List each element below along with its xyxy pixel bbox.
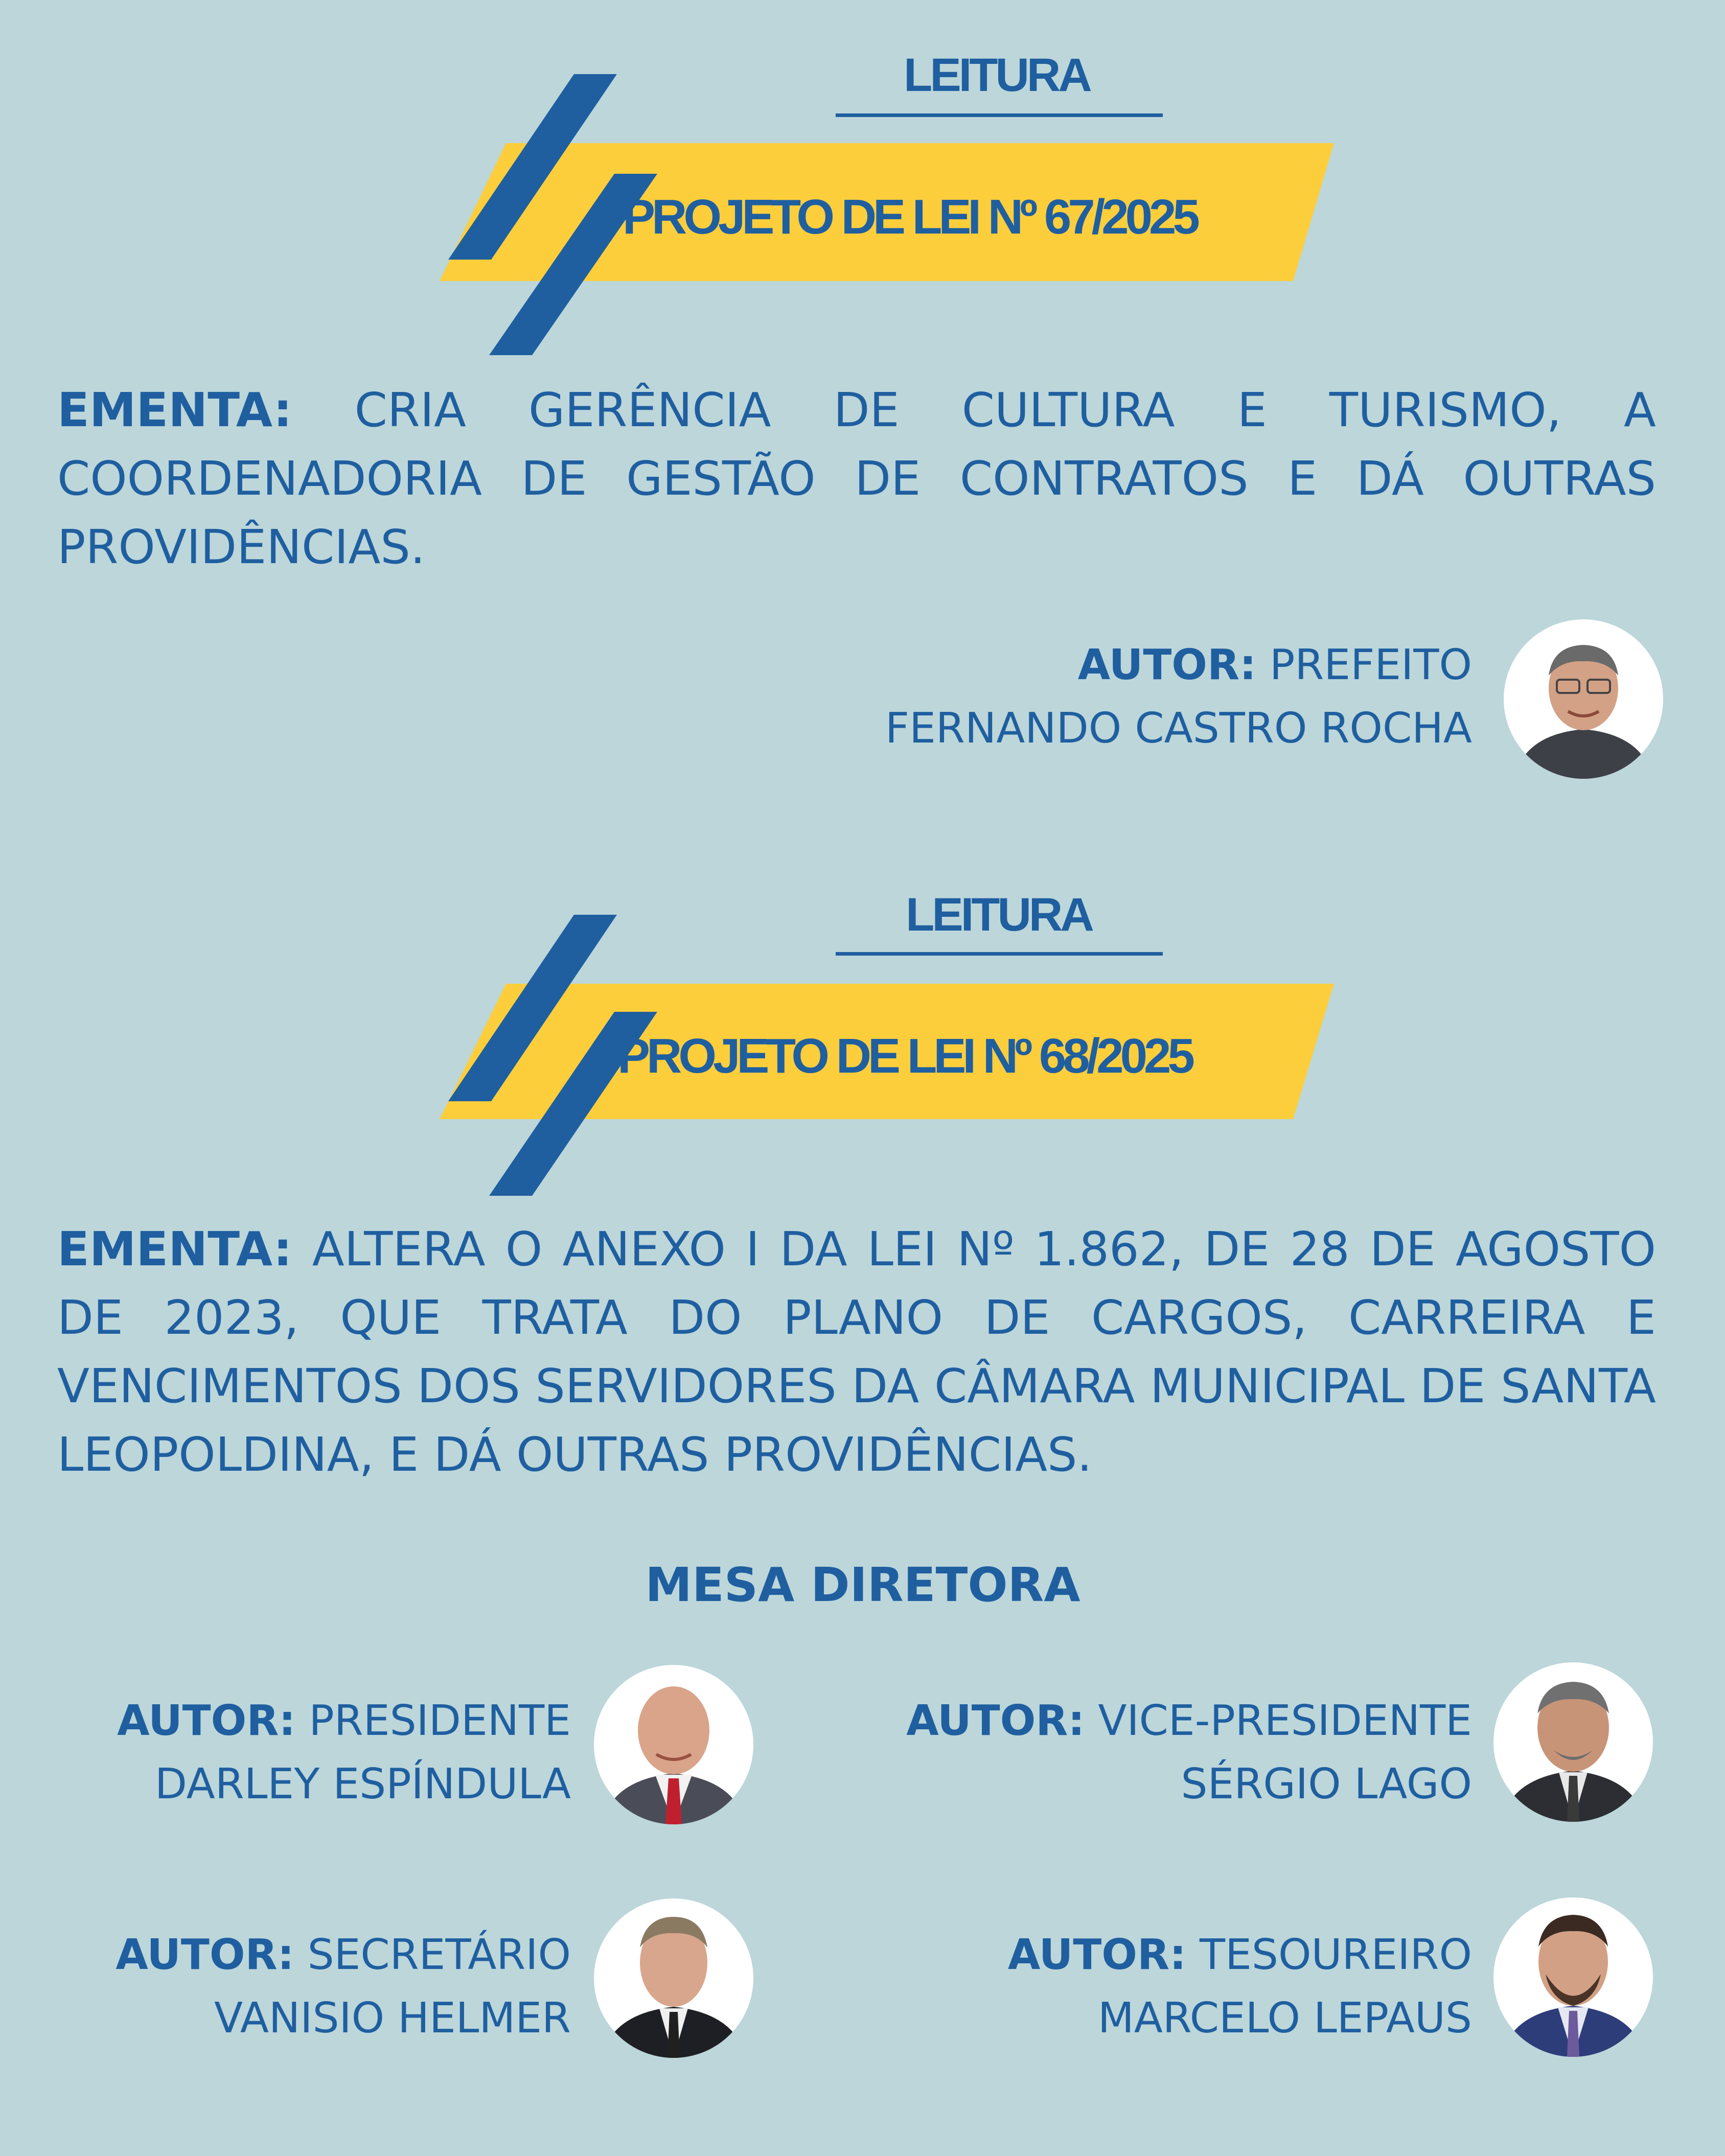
mesa-author-label: AUTOR: bbox=[906, 1697, 1085, 1745]
section2-banner-title: PROJETO DE LEI Nº 68/2025 bbox=[617, 1029, 1191, 1083]
mesa-author-name: VANISIO HELMER bbox=[214, 1994, 571, 2043]
vice-presidente-avatar bbox=[1493, 1662, 1653, 1822]
mesa-author-role-line bbox=[1008, 1923, 1472, 1987]
person-photo-icon bbox=[594, 1665, 753, 1824]
mesa-author-role-line bbox=[117, 1689, 571, 1753]
presidente-avatar bbox=[594, 1665, 753, 1824]
tesoureiro-avatar bbox=[1493, 1897, 1653, 2057]
section2-ementa-text: ALTERA O ANEXO I DA LEI Nº 1.862, DE 28 DE AGOSTO DE 2023, QUE TRATA DO PLANO DE CARGOS, CARREIRA E VENCIMENTOS DOS SERVIDORES DA CÂMARA MUNICIPAL DE SANTA LEOPOLDINA, E DÁ OUTRAS PROVIDÊNCIAS. bbox=[57, 1222, 1656, 1482]
mesa-author-role: PRESIDENTE bbox=[295, 1697, 571, 1745]
person-photo-icon bbox=[1504, 619, 1663, 779]
person-photo-icon bbox=[594, 1898, 753, 2058]
section2-leitura-heading: LEITURA bbox=[906, 889, 1092, 941]
section1-ementa-label: EMENTA: bbox=[57, 383, 292, 437]
section1-author bbox=[885, 634, 1472, 760]
mesa-author-label: AUTOR: bbox=[116, 1931, 294, 1979]
section2-ementa-label: EMENTA: bbox=[57, 1222, 292, 1277]
mesa-author-name: SÉRGIO LAGO bbox=[1181, 1760, 1472, 1809]
section1-leitura-heading: LEITURA bbox=[904, 49, 1090, 101]
mesa-author-label: AUTOR: bbox=[1007, 1931, 1186, 1979]
section1-banner-title: PROJETO DE LEI Nº 67/2025 bbox=[623, 190, 1197, 244]
mesa-author-tesoureiro bbox=[1008, 1923, 1472, 2050]
section1-author-name: FERNANDO CASTRO ROCHA bbox=[885, 704, 1472, 753]
mesa-author-role: VICE-PRESIDENTE bbox=[1085, 1697, 1472, 1745]
mesa-diretora-title: MESA DIRETORA bbox=[645, 1558, 1080, 1612]
mesa-author-role: TESOUREIRO bbox=[1186, 1931, 1472, 1979]
mesa-author-presidente bbox=[117, 1689, 571, 1816]
section1-author-avatar bbox=[1504, 619, 1663, 779]
mesa-author-role: SECRETÁRIO bbox=[294, 1931, 571, 1979]
section1-ementa-text: CRIA GERÊNCIA DE CULTURA E TURISMO, A COORDENADORIA DE GESTÃO DE CONTRATOS E DÁ OUTRAS PROVIDÊNCIAS. bbox=[57, 383, 1656, 574]
mesa-author-label: AUTOR: bbox=[117, 1697, 296, 1745]
mesa-author-vice-presidente bbox=[906, 1689, 1472, 1816]
section1-ementa bbox=[57, 376, 1656, 582]
mesa-author-name: MARCELO LEPAUS bbox=[1097, 1994, 1472, 2043]
mesa-author-secretario bbox=[116, 1923, 571, 2050]
secretario-avatar bbox=[594, 1898, 753, 2058]
person-photo-icon bbox=[1493, 1662, 1653, 1822]
section2-ementa bbox=[57, 1215, 1656, 1489]
section1-author-role: PREFEITO bbox=[1256, 641, 1472, 689]
mesa-author-name: DARLEY ESPÍNDULA bbox=[154, 1760, 571, 1809]
section1-author-label: AUTOR: bbox=[1077, 641, 1256, 689]
person-photo-icon bbox=[1493, 1897, 1653, 2057]
mesa-author-role-line bbox=[906, 1689, 1472, 1753]
mesa-author-role-line bbox=[116, 1923, 571, 1987]
section1-author-role-line bbox=[885, 634, 1472, 697]
